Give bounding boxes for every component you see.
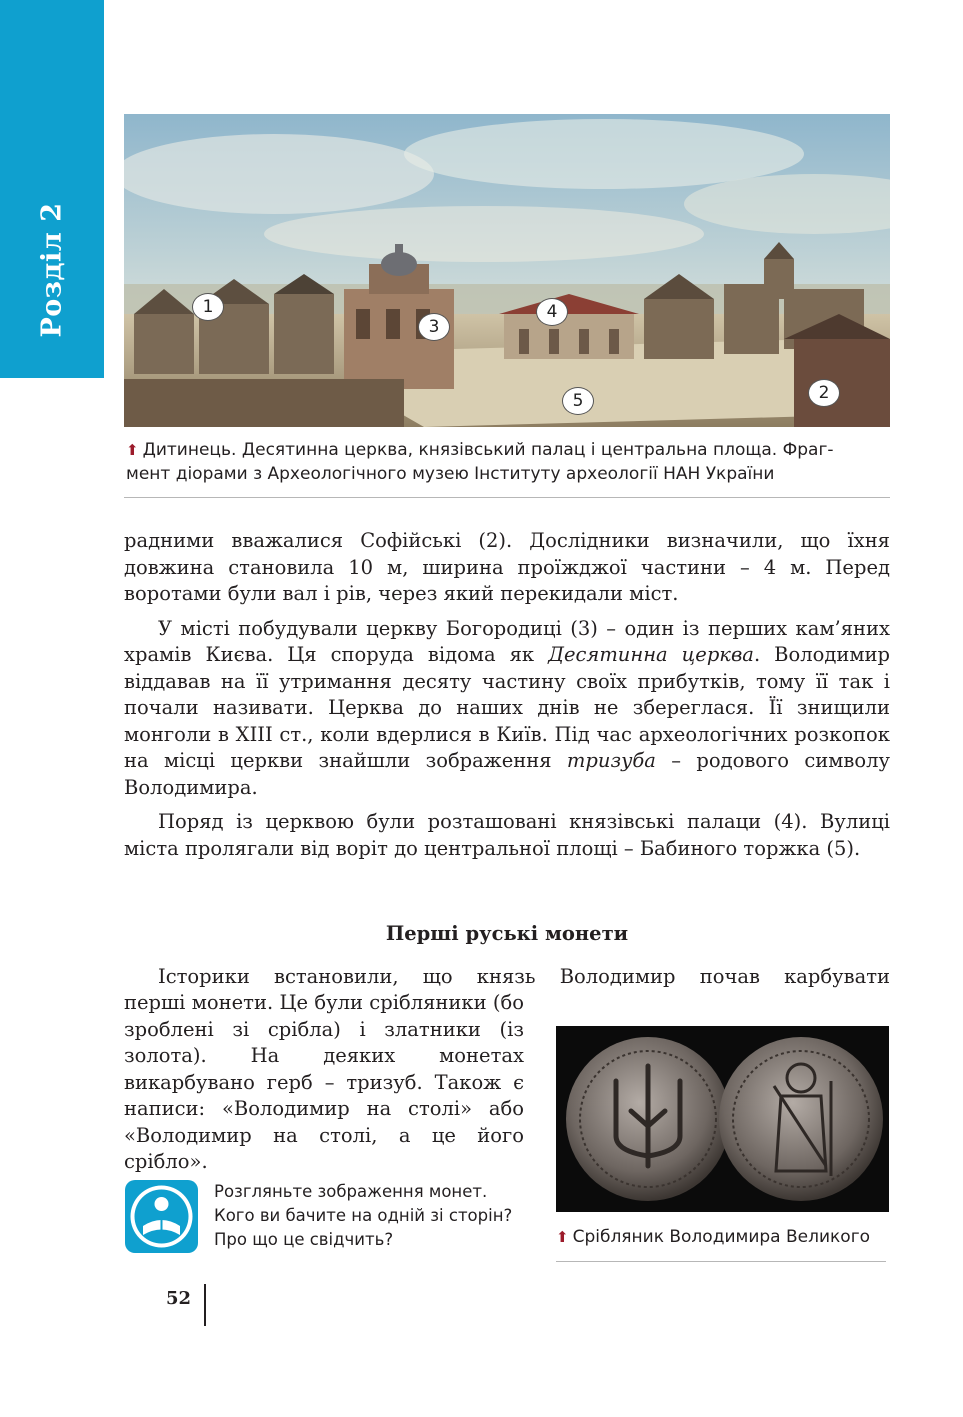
paragraph-4-rest: перші монети. Це були срібляники (бо зроблені зі срібла) і златники (із золота). На деяких монетах викарбувано герб – тризуб. Також є написи: «Володимир на столі» або «Володимир на столі, а це його срібло».: [124, 991, 524, 1173]
paragraph-3: Поряд із церквою були розташовані князівські палаци (4). Вулиці міста пролягали від воріт до центральної площі – Бабиного торжка (5).: [124, 810, 890, 860]
figure-caption-line-1: [126, 438, 890, 462]
term-tithe-church: Десятинна церква: [548, 643, 754, 666]
caption-divider: [124, 497, 890, 498]
arrow-up-icon: ⬆: [556, 1228, 569, 1246]
marker-5: 5: [562, 387, 594, 415]
page-number: 52: [166, 1288, 192, 1309]
term-tryzub: тризуба: [566, 749, 656, 772]
diorama-image: [124, 114, 890, 427]
task-text: Розгляньте зображення монет. Кого ви бачите на одній зі сторін? Про що це свідчить?: [214, 1182, 513, 1249]
marker-4: 4: [536, 298, 568, 326]
paragraph-2-part-a: У місті побудували церкву Богородиці (3) – один із перших кам’яних храмів Києва. Ця споруда відома як: [124, 616, 890, 666]
paragraph-4-continuation: [124, 990, 524, 1184]
arrow-up-icon: ⬆: [126, 441, 139, 459]
marker-3: 3: [418, 313, 450, 341]
figure-caption-text-1: Дитинець. Десятинна церква, князівський палац і центральна площа. Фраг-: [142, 440, 834, 460]
chapter-tab: [0, 0, 104, 378]
coins-caption: [556, 1225, 890, 1249]
figure-caption: [126, 438, 890, 486]
section-heading: Перші руські монети: [385, 922, 629, 945]
paragraph-2-part-c: – родового символу Володимира.: [124, 749, 890, 799]
coins-image: [556, 1026, 889, 1212]
diorama-illustration: [124, 114, 890, 427]
page-number-divider: [204, 1284, 206, 1326]
paragraph-4-line-1: Історики встановили, що князь Володимир почав карбувати: [158, 965, 890, 988]
chapter-label: Розділ 2: [36, 202, 68, 338]
paragraph-2-part-b: . Володимир віддавав на її утримання десяту частину своїх прибутків, тому її так і почали називати. Церква до наших днів не збереглася. Її знищили монголи в XIII ст., коли вдерлися в Київ. Під час археологічних розкопок на місці церкви знайшли зображення: [124, 643, 890, 772]
marker-1: 1: [192, 293, 224, 321]
coins-caption-text: Срібляник Володимира Великого: [572, 1227, 871, 1247]
paragraph-1: радними вважалися Софійські (2). Дослідники визначили, що їхня довжина становила 10 м, ширина проїжджої частини – 4 м. Перед воротами були вал і рів, через який перекидали міст.: [124, 529, 890, 605]
coins-illustration: [556, 1026, 889, 1212]
coins-caption-divider: [556, 1261, 886, 1262]
reading-person-icon: [125, 1180, 198, 1253]
paragraph-2: [124, 616, 890, 802]
figure-caption-line-2: мент діорами з Археологічного музею Інституту археології НАН України: [126, 464, 775, 484]
body-text: [124, 528, 890, 870]
marker-2: 2: [808, 379, 840, 407]
